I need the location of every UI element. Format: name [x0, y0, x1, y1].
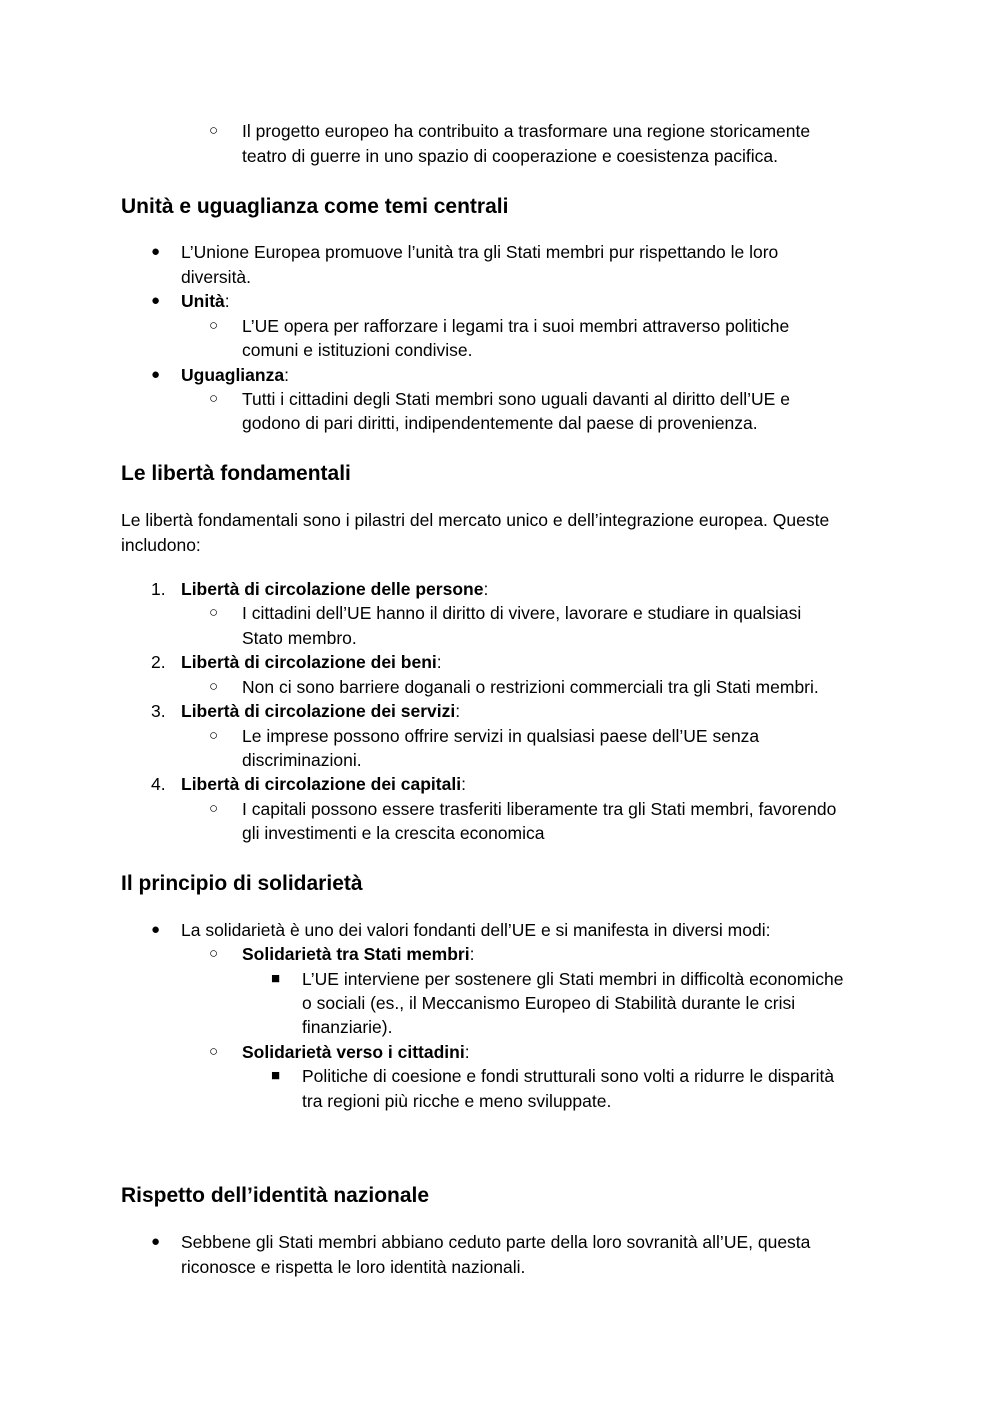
square-bullet-icon: ■	[271, 970, 281, 987]
list-number: 2.	[151, 652, 166, 672]
liberta-item-sub-line1: Le imprese possono offrire servizi in qualsiasi paese dell’UE senza	[242, 726, 760, 746]
circle-bullet-icon: ○	[209, 317, 219, 334]
liberta-item-sub-line2: discriminazioni.	[242, 750, 362, 770]
solidarieta-cittadini-label: Solidarietà verso i cittadini	[242, 1042, 465, 1062]
heading-unita-uguaglianza: Unità e uguaglianza come temi centrali	[121, 195, 509, 218]
solidarieta-cittadini-label-line	[242, 1040, 470, 1065]
circle-bullet-icon: ○	[209, 390, 219, 407]
liberta-item-sub-line1: I capitali possono essere trasferiti liberamente tra gli Stati membri, favorendo	[242, 799, 837, 819]
uguaglianza-sub-line2: godono di pari diritti, indipendentemente dal paese di provenienza.	[242, 413, 758, 433]
colon: :	[455, 701, 461, 721]
liberta-item-sub-line1: Non ci sono barriere doganali o restrizioni commerciali tra gli Stati membri.	[242, 677, 819, 697]
circle-bullet-icon: ○	[209, 727, 219, 744]
disc-bullet-icon: ●	[151, 1233, 161, 1250]
heading-solidarieta: Il principio di solidarietà	[121, 872, 363, 895]
solidarieta-stati-label: Solidarietà tra Stati membri	[242, 944, 470, 964]
liberta-item-label-line	[181, 772, 466, 797]
circle-bullet-icon: ○	[209, 945, 219, 962]
colon: :	[284, 365, 289, 385]
colon: :	[464, 1042, 470, 1062]
circle-bullet-icon: ○	[209, 678, 219, 695]
uguaglianza-label-line	[181, 363, 289, 388]
list-number: 4.	[151, 774, 166, 794]
liberta-intro-line1: Le libertà fondamentali sono i pilastri del mercato unico e dell’integrazione europea. Queste	[121, 510, 830, 530]
solidarieta-paragraph: La solidarietà è uno dei valori fondanti dell’UE e si manifesta in diversi modi:	[181, 920, 771, 940]
colon: :	[436, 652, 442, 672]
colon: :	[469, 944, 475, 964]
disc-bullet-icon: ●	[151, 366, 161, 383]
disc-bullet-icon: ●	[151, 243, 161, 260]
identita-paragraph-line1: Sebbene gli Stati membri abbiano ceduto parte della loro sovranità all’UE, questa	[181, 1232, 811, 1252]
colon: :	[224, 291, 230, 311]
liberta-item-label: Libertà di circolazione delle persone	[181, 579, 484, 599]
circle-bullet-icon: ○	[209, 604, 219, 621]
circle-bullet-icon: ○	[209, 800, 219, 817]
heading-identita-nazionale: Rispetto dell’identità nazionale	[121, 1184, 430, 1207]
uguaglianza-label: Uguaglianza	[181, 365, 285, 385]
liberta-item-label-line	[181, 699, 460, 724]
heading-liberta-fondamentali: Le libertà fondamentali	[121, 462, 351, 485]
solidarieta-cittadini-line1: Politiche di coesione e fondi strutturali sono volti a ridurre le disparità	[302, 1066, 835, 1086]
circle-bullet-icon: ○	[209, 122, 219, 139]
solidarieta-stati-label-line	[242, 942, 474, 967]
liberta-intro-line2: includono:	[121, 535, 201, 555]
disc-bullet-icon: ●	[151, 921, 161, 938]
unita-label-line	[181, 289, 230, 314]
list-number: 3.	[151, 701, 166, 721]
intro-item-text: Il progetto europeo ha contribuito a trasformare una regione storicamente	[242, 121, 811, 141]
solidarieta-cittadini-line2: tra regioni più ricche e meno sviluppate.	[302, 1091, 612, 1111]
liberta-item-label-line	[181, 650, 442, 675]
unita-sub-line2: comuni e istituzioni condivise.	[242, 340, 473, 360]
liberta-item-sub-line2: gli investimenti e la crescita economica	[242, 823, 545, 843]
colon: :	[461, 774, 466, 794]
liberta-item-sub-line1: I cittadini dell’UE hanno il diritto di vivere, lavorare e studiare in qualsiasi	[242, 603, 802, 623]
unita-paragraph-line2: diversità.	[181, 267, 252, 287]
solidarieta-stati-line1: L’UE interviene per sostenere gli Stati membri in difficoltà economiche	[302, 969, 844, 989]
solidarieta-stati-line2: o sociali (es., il Meccanismo Europeo di Stabilità durante le crisi	[302, 993, 796, 1013]
solidarieta-stati-line3: finanziarie).	[302, 1017, 393, 1037]
unita-label: Unità	[181, 291, 225, 311]
liberta-item-label: Libertà di circolazione dei beni	[181, 652, 437, 672]
identita-paragraph-line2: riconosce e rispetta le loro identità nazionali.	[181, 1257, 526, 1277]
liberta-item-label: Libertà di circolazione dei capitali	[181, 774, 462, 794]
disc-bullet-icon: ●	[151, 292, 161, 309]
circle-bullet-icon: ○	[209, 1043, 219, 1060]
intro-item-text-cont: teatro di guerre in uno spazio di cooperazione e coesistenza pacifica.	[242, 146, 779, 166]
colon: :	[483, 579, 489, 599]
liberta-item-sub-line2: Stato membro.	[242, 628, 357, 648]
list-number: 1.	[151, 579, 166, 599]
liberta-item-label: Libertà di circolazione dei servizi	[181, 701, 456, 721]
unita-paragraph-line1: L’Unione Europea promuove l’unità tra gli Stati membri pur rispettando le loro	[181, 242, 779, 262]
liberta-item-label-line	[181, 577, 488, 602]
square-bullet-icon: ■	[271, 1067, 281, 1084]
unita-sub-line1: L’UE opera per rafforzare i legami tra i suoi membri attraverso politiche	[242, 316, 790, 336]
uguaglianza-sub-line1: Tutti i cittadini degli Stati membri sono uguali davanti al diritto dell’UE e	[242, 389, 790, 409]
